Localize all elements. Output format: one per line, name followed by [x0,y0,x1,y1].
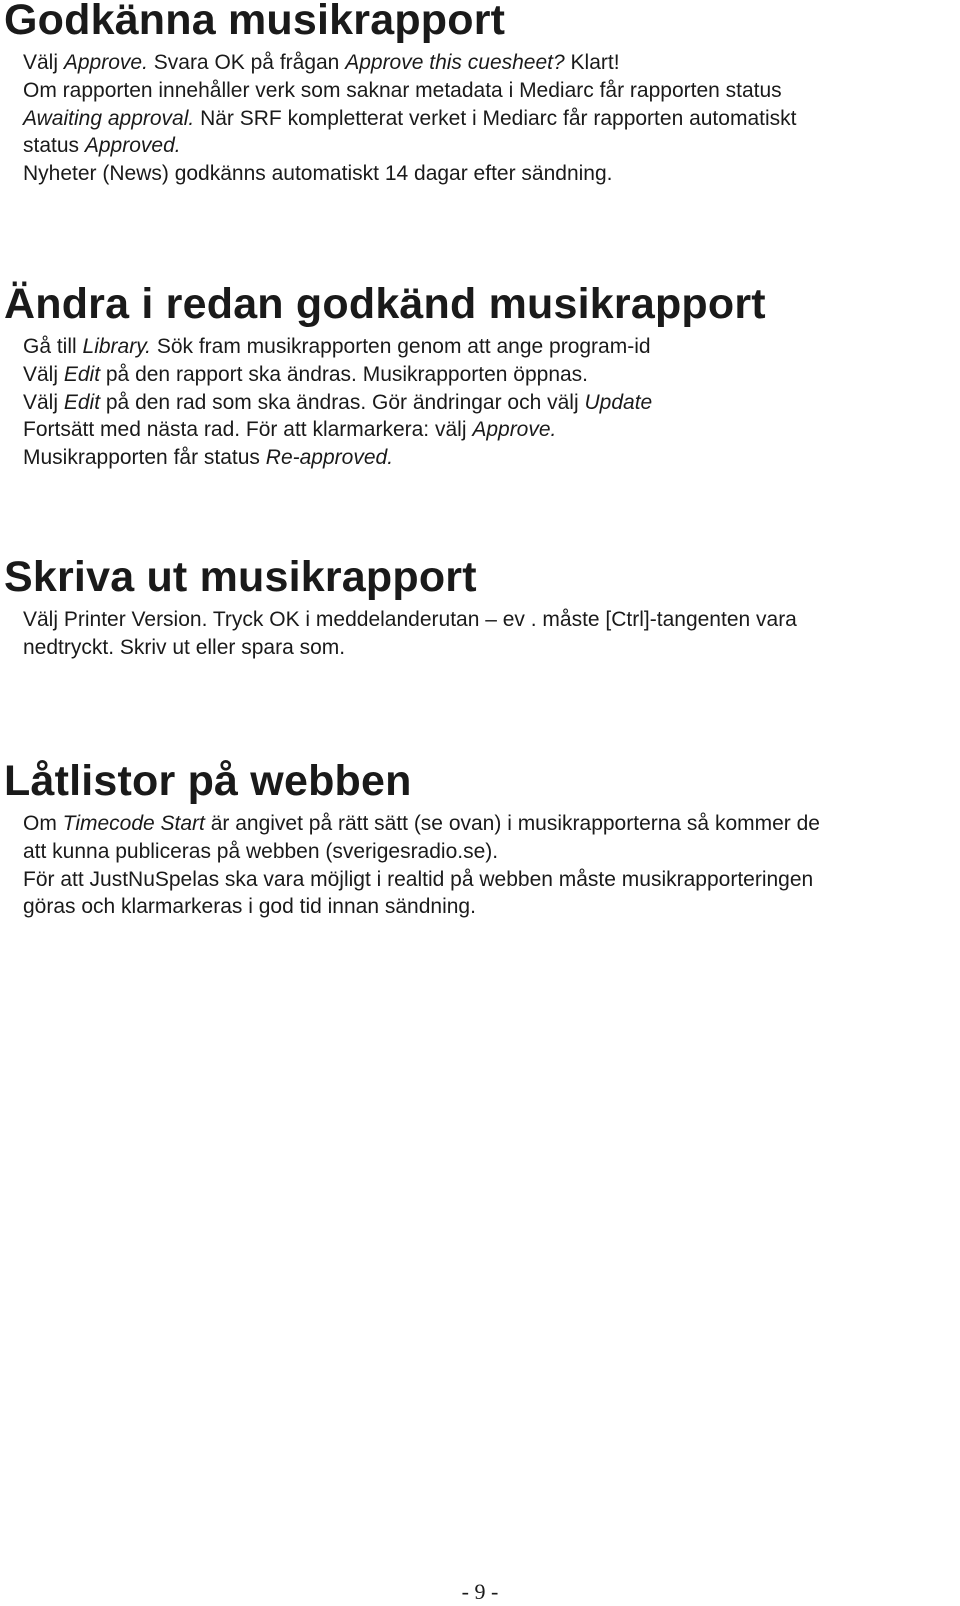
text-run: När SRF kompletterat verket i Mediarc får rapporten automatiskt [194,106,797,130]
section-heading: Skriva ut musikrapport [4,553,477,601]
section-heading: Ändra i redan godkänd musikrapport [4,280,766,328]
text-run: på den rad som ska ändras. Gör ändringar och välj [100,390,585,414]
italic-term: Library. [82,335,151,358]
text-run: Välj [23,51,64,74]
text-line [23,444,952,472]
italic-term: Re-approved. [265,446,394,470]
text-run: status [23,134,85,158]
text-run: Om rapporten innehåller verk som saknar metadata i Mediarc får rapporten status [23,78,782,102]
text-run: Svara OK på frågan [147,51,346,74]
text-run: Om [23,812,63,835]
text-run: Klart! [564,51,620,74]
text-line [23,810,952,838]
text-line [23,634,952,662]
section-body [23,333,952,472]
text-run: att kunna publiceras på webben (sverigesradio.se). [23,839,499,863]
italic-term: Edit [63,362,101,386]
section-body [23,606,952,662]
section-heading: Låtlistor på webben [4,757,412,805]
section-body [23,810,952,921]
page-number: - 9 - [461,1579,499,1604]
text-run: på den rapport ska ändras. Musikrapporten öppnas. [100,362,589,386]
text-line [23,416,952,444]
section-latlistor-pa-webben [4,758,952,921]
text-run: Sök fram musikrapporten genom att ange program-id [150,335,651,358]
text-run: är angivet på rätt sätt (se ovan) i musikrapporterna så kommer de [204,812,820,835]
italic-term: Timecode Start [62,812,205,835]
text-line [23,132,952,160]
text-run: Gå till [23,335,83,358]
text-run: Fortsätt med nästa rad. För att klarmarkera: välj [23,418,473,442]
text-line [23,160,952,188]
section-godkanna-musikrapport [4,0,952,188]
italic-term: Awaiting approval. [23,106,195,130]
text-line [23,361,952,389]
text-line [23,333,952,361]
section-andra-i-redan-godkand-musikrapport [4,281,952,472]
text-line [23,389,952,417]
italic-term: Approve. [472,418,557,442]
text-run: Välj Printer Version. Tryck OK i meddelanderutan – ev . måste [Ctrl]-tangenten vara [23,608,797,631]
text-run: nedtryckt. Skriv ut eller spara som. [23,635,346,659]
text-run: Välj [23,362,64,386]
italic-term: Approve this cuesheet? [345,51,565,74]
text-line [23,606,952,634]
italic-term: Edit [63,390,101,414]
text-line [23,866,952,894]
italic-term: Update [584,390,653,414]
text-line [23,49,952,77]
section-body [23,49,952,188]
text-run: göras och klarmarkeras i god tid innan sändning. [23,895,476,919]
italic-term: Approve. [63,51,148,74]
section-skriva-ut-musikrapport [4,554,952,662]
text-run: Nyheter (News) godkänns automatiskt 14 dagar efter sändning. [23,162,613,186]
italic-term: Approved. [84,134,181,158]
text-line [23,105,952,133]
section-heading: Godkänna musikrapport [4,0,506,44]
text-line [23,838,952,866]
text-run: Musikrapporten får status [23,446,266,470]
text-line [23,893,952,921]
text-run: För att JustNuSpelas ska vara möjligt i realtid på webben måste musikrapporteringen [23,867,814,891]
text-run: Välj [23,390,64,414]
text-line [23,77,952,105]
